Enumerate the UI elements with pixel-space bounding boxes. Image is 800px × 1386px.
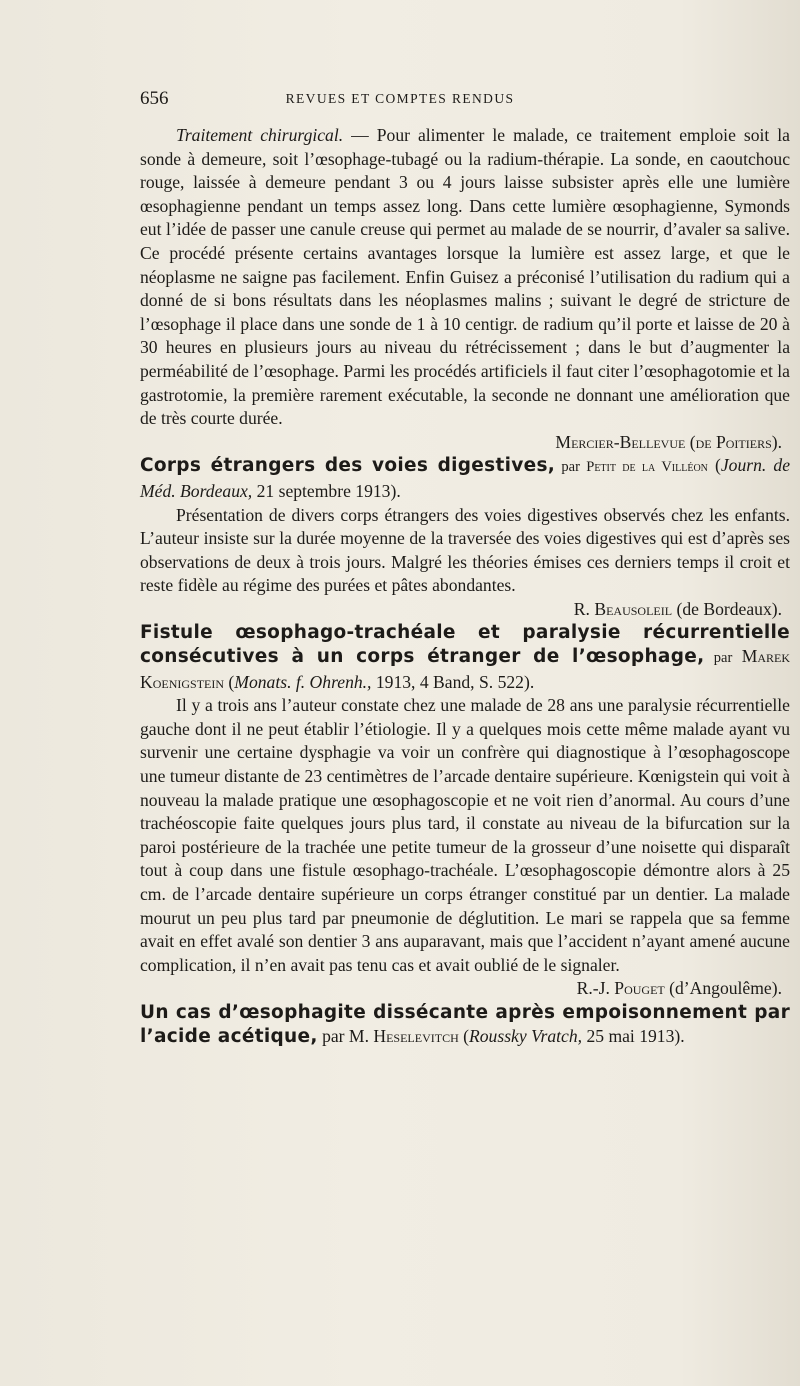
reference-date: 1913, 4 Band, S. 522). [371, 671, 535, 692]
signature-name: Pouget [614, 978, 665, 999]
signature: R. Beausoleil (de Bordeaux). [573, 598, 782, 619]
reference-date: 21 septembre 1913). [252, 480, 401, 501]
article-text: Présentation de divers corps étrangers des voies digestives observés chez les enfants. L’auteur insiste sur la durée moyenne de la traversée des voies digestives qui est d’après ses observations de deux à trois jours. Malgré les théories émises ces derniers temps il croit et reste fidèle au régime des purées et pâtes abondantes. [140, 504, 790, 596]
article-title: Un cas d’œsophagite dissécante après empoisonnement par l’acide acétique, [140, 1001, 790, 1047]
signature: Mercier-Bellevue (de Poitiers). [555, 431, 782, 452]
page-number: 656 [140, 88, 169, 109]
article-heading: Un cas d’œsophagite dissécante après empoisonnement par l’acide acétique, par M. Heselevitch (Roussky Vratch, 25 mai 1913). [140, 1001, 790, 1047]
article-author: Petit de la Villéon [586, 459, 708, 476]
article-heading: Fistule œsophago-trachéale et paralysie récurrentielle consécutives à un corps étranger de l’œsophage, par Marek Koenigstein (Monats. f. Ohrenh., 1913, 4 Band, S. 522). [140, 622, 791, 692]
article-author: Marek Koenigstein [140, 646, 791, 692]
by-word: par [704, 650, 742, 667]
running-head: REVUES ET COMPTES RENDUS [285, 91, 515, 106]
journal-reference: Monats. f. Ohrenh., [234, 671, 372, 692]
paragraph-text: — Pour alimenter le malade, ce traitement emploie soit la sonde à demeure, soit l’œsophage-tubagé ou la radium-thérapie. La sonde, en caoutchouc rouge, laissée à demeure pendant 3 ou 4 jours laisse subsister après elle une lumière œsophagienne pendant un temps assez long. Dans cette lumière œsophagienne, Symonds eut l’idée de passer une canule creuse qui permet au malade de se nourrir, d’avaler sa salive. Ce procédé présente certains avantages lorsque la lumière est assez large, et que le néoplasme ne saigne pas facilement. Enfin Guisez a préconisé l’utilisation du radium qui a donné de si bons résultats dans les néoplasmes malins ; suivant le degré de stricture de l’œsophage il place dans une sonde de 1 à 10 centigr. de radium qu’il porte et laisse de 20 à 30 heures en plusieurs jours au niveau du rétrécissement ; dans le but d’augmenter la perméabilité de l’œsophage. Parmi les procédés artificiels il faut citer l’œsophagotomie et la gastrotomie, la première rarement exécutable, la seconde ne donnant une amélioration que de très courte durée. [140, 125, 790, 429]
signature: R.-J. Pouget (d’Angoulême). [576, 978, 782, 999]
paragraph-traitement [140, 124, 790, 431]
page-body [140, 124, 790, 1048]
journal-reference: Roussky Vratch, [469, 1025, 583, 1046]
journal-reference: Journ. de Méd. Bordeaux, [140, 455, 791, 501]
signature-name: Beausoleil [594, 598, 673, 619]
by-word: par M. [317, 1025, 374, 1046]
article-author: Heselevitch [373, 1025, 459, 1046]
article-text: Il y a trois ans l’auteur constate chez une malade de 28 ans une paralysie récurrentielle gauche dont il ne peut établir l’étiologie. Il y a quelques mois cette même malade ayant vu survenir une certaine dysphagie va voir un confrère qui diagnostique à l’œsophagoscope une tumeur distante de 23 centimètres de l’arcade dentaire supérieure. Kœnigstein qui voit à nouveau la malade pratique une œsophagoscopie et ne voit rien d’anormal. Au cours d’une trachéoscopie faite quelques jours plus tard, il constate au niveau de la bifurcation sur la paroi postérieure de la trachée une petite tumeur de la grosseur d’une noisette qui disparaît tout à coup dans une fistule œsophago-trachéale. L’œsophagoscopie démontre alors à 25 cm. de l’arcade dentaire supérieure un corps étranger constitué par un dentier. La malade mourut un peu plus tard par pneumonie de déglutition. Le mari se rappela que sa femme avait en effet avalé son dentier 3 ans auparavant, mais que l’accident n’ayant amené aucune complication, il n’en avait pas tenu cas et avait oublié de le signaler. [140, 695, 790, 975]
reference-date: 25 mai 1913). [582, 1025, 685, 1046]
article-title: Fistule œsophago-trachéale et paralysie récurrentielle consécutives à un corps étranger de l’œsophage, [140, 622, 790, 668]
section-lead: Traitement chirurgical. [176, 125, 344, 145]
article-title: Corps étrangers des voies digestives, [140, 455, 556, 477]
article-heading: Corps étrangers des voies digestives, par Petit de la Villéon (Journ. de Méd. Bordeaux, 21 septembre 1913). [140, 455, 791, 501]
by-word: par [555, 459, 587, 476]
page-header [140, 88, 660, 114]
